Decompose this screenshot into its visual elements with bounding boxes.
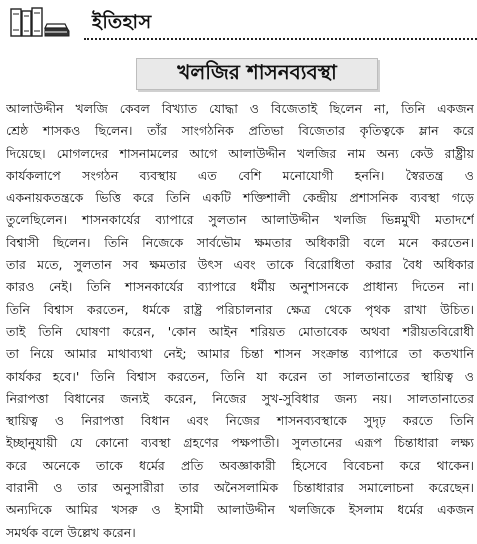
paragraph-line: একনায়কতন্ত্রকে ভিত্তি করে তিনি একটি শক্তিশালী কেন্দ্রীয় প্রশাসনিক ব্যবস্থা গড়ে [6,190,474,206]
paragraph-line: কারও নেই। তিনি শাসনকার্যের ব্যাপারে ধর্মীয় অনুশাসনকে প্রাধান্য দিতেন না। [6,279,474,295]
paragraph-line: আলাউদ্দীন খলজি কেবল বিখ্যাত যোদ্ধা ও বিজেতাই ছিলেন না, তিনি একজন [6,101,474,116]
header-divider [84,38,477,40]
paragraph-line: তা নিয়ে আমার মাথাব্যথা নেই; আমার চিন্তা শাসন সংক্রান্ত ব্যাপারে তা কতখানি [6,346,474,362]
paragraph-line: স্থায়িত্ব ও নিরাপত্তা বিধান এবং নিজের শাসনব্যবস্থাকে সুদৃঢ় করতে তিনি [6,413,474,429]
paragraph-line: দিয়েছে। মোগলদের শাসনামলের আগে আলাউদ্দীন খলজির নাম অন্য কেউ রাষ্ট্রীয় [6,145,474,161]
paragraph-line: তাই তিনি ঘোষণা করেন, 'কোন আইন শরিয়ত মোতাবেক অথবা শরীয়তবিরোধী [6,323,474,339]
paragraph-line: কার্যকলাপে সংগঠন ব্যবস্থায় এত বেশি মনোযোগী হননি। স্বৈরতন্ত্র ও [6,167,474,183]
paragraph-line: করে অনেকে তাকে ধর্মের প্রতি অবজ্ঞাকারী হিসেবে বিবেচনা করে থাকেন। [6,457,474,473]
paragraph-line: নিরাপত্তা বিধানের জন্যই করেন, নিজের সুখ-সুবিধার জন্য নয়। সালতানাতের [6,390,474,406]
paragraph-line: তুলেছিলেন। শাসনকার্যের ব্যাপারে সুলতান আলাউদ্দীন খলজি ভিন্নমুখী মতাদর্শে [6,212,474,228]
paragraph-line: ইচ্ছানুযায়ী যে কোনো ব্যবস্থা গ্রহণের পক্ষপাতী। সুলতানের এরূপ চিন্তাধারা লক্ষ্য [6,435,474,451]
article-title-box [136,58,378,90]
paragraph-line: কার্যকর হবে।' তিনি বিশ্বাস করতেন, তিনি যা করেন তা সালতানাতের স্থায়িত্ব ও [6,368,474,384]
paragraph-line: বারানী ও তার অনুসারীরা তার অনৈসলামিক চিন্তাধারার সমালোচনা করেছেন। [6,480,474,496]
paragraph-line: তিনি বিশ্বাস করতেন, ধর্মকে রাষ্ট্র পরিচালনার ক্ষেত্র থেকে পৃথক রাখা উচিত। [6,301,474,317]
paragraph-line: শ্রেষ্ঠ শাসকও ছিলেন। তাঁর সাংগঠনিক প্রতিভা বিজেতার কৃতিত্বকে ম্লান করে [6,123,474,139]
paragraph-line: অন্যদিকে আমির খসরু ও ইসামী আলাউদ্দীন খলজিকে ইসলাম ধর্মের একজন [6,502,474,518]
paragraph-line: সমর্থক বলে উল্লেখ করেন। [6,524,136,540]
books-stack-icon [9,6,71,38]
article-body [6,98,474,544]
page-header [0,0,477,44]
paragraph-line: বিশ্বাসী ছিলেন। তিনি নিজেকে সার্বভৌম ক্ষমতার অধিকারী বলে মনে করতেন। [6,234,474,250]
chapter-title: ইতিহাস [92,11,152,33]
paragraph-line: তার মতে, সুলতান সব ক্ষমতার উৎস এবং তাকে বিরোধিতা করার বৈধ অধিকার [6,257,474,273]
article-title: খলজির শাসনব্যবস্থা [177,59,337,84]
